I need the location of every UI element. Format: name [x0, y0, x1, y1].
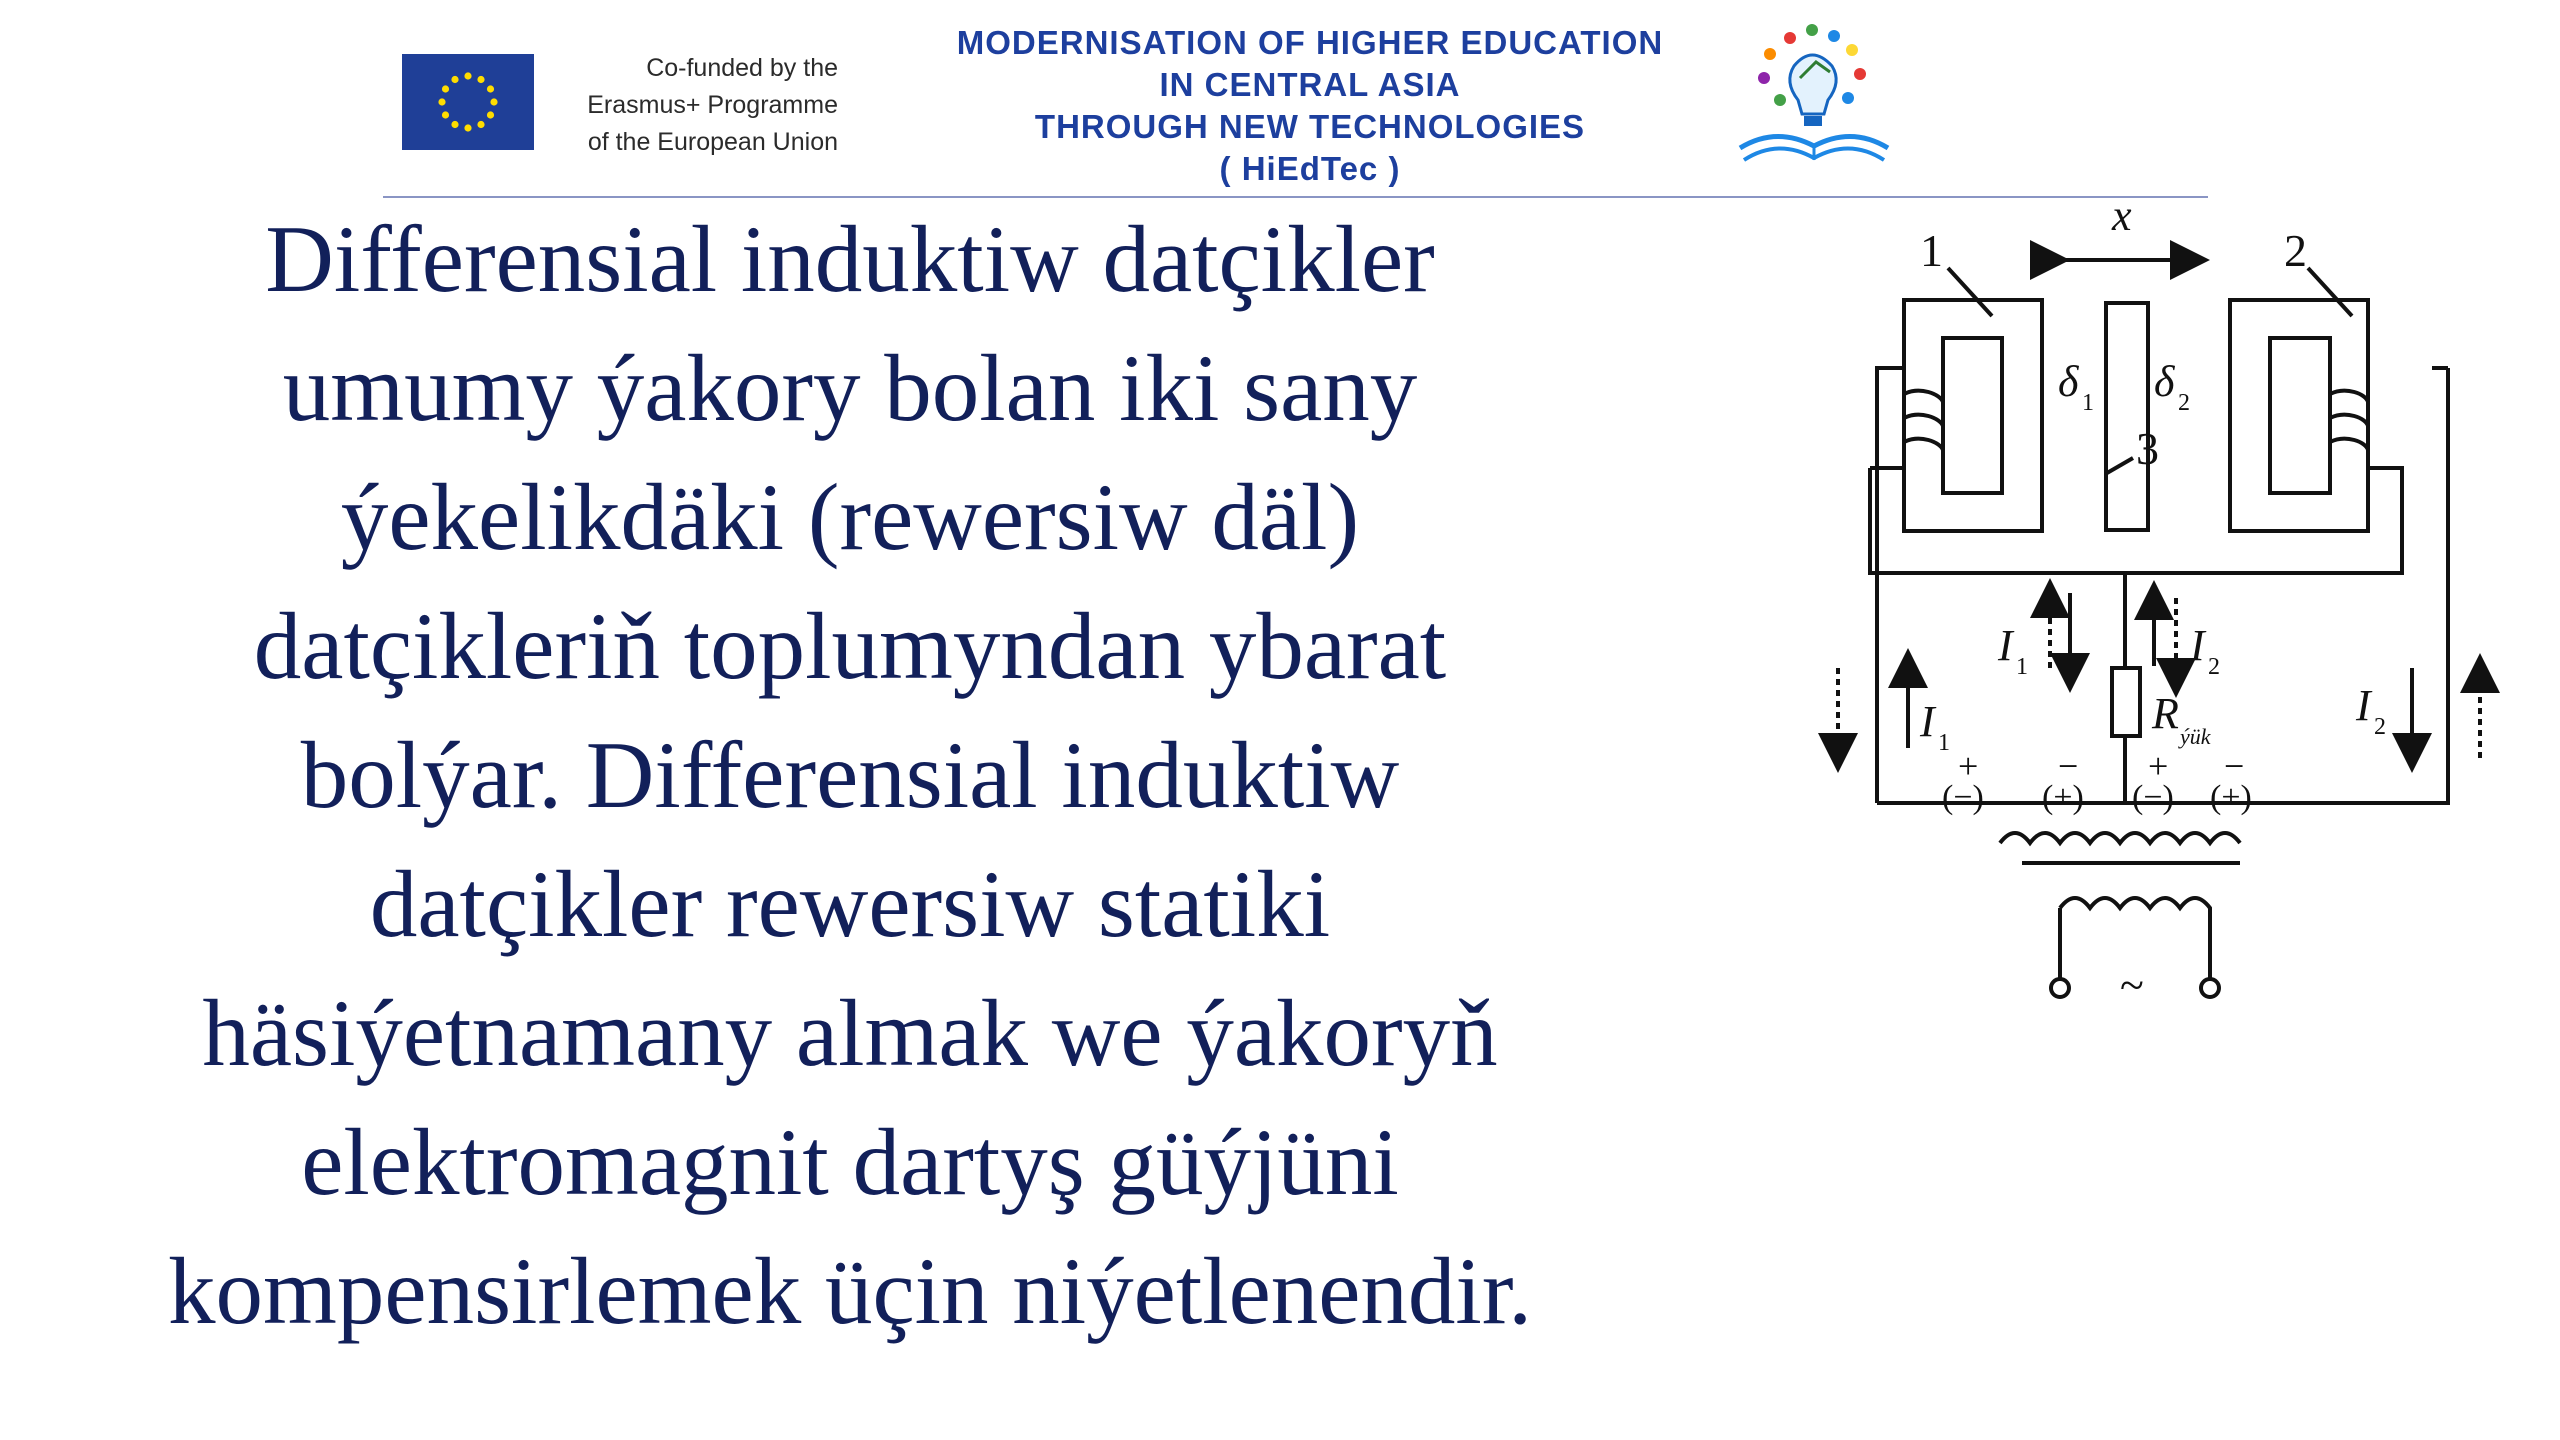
terminal — [2051, 979, 2069, 997]
label-current-1-left-sub: 1 — [1938, 730, 1950, 756]
label-current-2-mid: I — [2190, 621, 2205, 670]
label-current-2-right: I — [2356, 681, 2371, 730]
body-text-line: Differensial induktiw datçikler — [265, 206, 1435, 312]
body-text-line: elektromagnit dartyş güýjüni — [301, 1109, 1399, 1215]
label-current-2-right-sub: 2 — [2374, 714, 2386, 740]
transformer-primary — [2000, 833, 2240, 843]
label-current-2-mid-sub: 2 — [2208, 654, 2220, 680]
polarity-mark: + — [2148, 746, 2169, 786]
eu-funding-line: Erasmus+ Programme — [587, 91, 838, 119]
label-delta-1-sub: 1 — [2082, 390, 2094, 416]
project-title — [900, 22, 1720, 190]
polarity-mark: − — [2058, 746, 2079, 786]
label-delta-2: δ — [2154, 357, 2175, 406]
body-text-line: umumy ýakory bolan iki sany — [282, 335, 1418, 441]
polarity-mark: + — [1958, 746, 1979, 786]
ac-source-symbol: ~ — [2120, 961, 2144, 1010]
eu-stars-icon — [402, 54, 534, 150]
body-text-line: datçikler rewersiw statiki — [369, 851, 1331, 957]
body-text-line: datçikleriň toplumyndan ybarat — [253, 593, 1447, 699]
label-x: x — [2112, 191, 2132, 240]
body-text-line: ýekelikdäki (rewersiw däl) — [340, 464, 1360, 570]
terminal — [2201, 979, 2219, 997]
body-text-line: häsiýetnamany almak we ýakoryň — [202, 980, 1498, 1086]
body-text-line: kompensirlemek üçin niýetlenendir. — [168, 1238, 1532, 1344]
label-current-1-left: I — [1920, 697, 1935, 746]
label-load-r-sub: ýük — [2180, 724, 2211, 749]
label-2: 2 — [2284, 225, 2307, 276]
armature — [2106, 303, 2148, 530]
eu-funding-line: of the European Union — [587, 128, 838, 156]
label-delta-1: δ — [2058, 357, 2079, 406]
project-title-line: THROUGH NEW TECHNOLOGIES — [1034, 108, 1586, 145]
eu-funding-text — [548, 50, 838, 161]
label-1: 1 — [1920, 225, 1943, 276]
polarity-mark: (+) — [2210, 779, 2252, 816]
body-text-line: bolýar. Differensial induktiw — [300, 722, 1400, 828]
differential-sensor-diagram — [1740, 188, 2520, 1018]
hiedtec-logo — [1720, 18, 1910, 178]
lower-bus — [1870, 468, 2402, 573]
polarity-mark: (−) — [2132, 779, 2174, 816]
left-coil — [1904, 391, 1943, 450]
slide-body-text — [40, 195, 1660, 1356]
right-coil — [2330, 391, 2368, 450]
label-current-1-mid-sub: 1 — [2016, 654, 2028, 680]
label-3: 3 — [2136, 423, 2159, 474]
polarity-mark: (+) — [2042, 779, 2084, 816]
label-load-r: R — [2152, 689, 2179, 738]
project-title-line: MODERNISATION OF HIGHER EDUCATION — [956, 24, 1664, 61]
label-delta-2-sub: 2 — [2178, 390, 2190, 416]
project-title-line: ( HiEdTec ) — [1219, 150, 1401, 187]
polarity-mark: (−) — [1942, 779, 1984, 816]
eu-flag-logo — [402, 54, 534, 150]
polarity-mark: − — [2224, 746, 2245, 786]
eu-funding-line: Co-funded by the — [646, 54, 838, 82]
lightbulb-book-icon — [1720, 18, 1910, 178]
load-resistor — [2112, 668, 2140, 736]
label-current-1-mid: I — [1998, 621, 2013, 670]
project-title-line: IN CENTRAL ASIA — [1159, 66, 1461, 103]
slide-header — [0, 0, 2560, 200]
